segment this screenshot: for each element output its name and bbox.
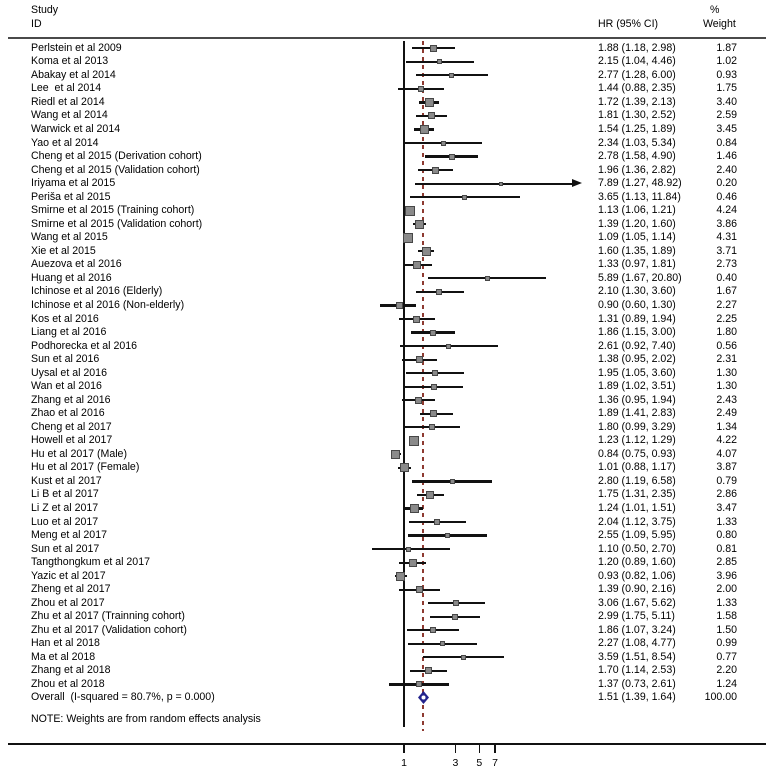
effect-marker — [415, 220, 424, 229]
axis-tick-label: 7 — [492, 757, 499, 769]
weight-value: 2.00 — [716, 583, 737, 596]
effect-marker — [432, 370, 438, 376]
effect-marker — [420, 125, 429, 134]
effect-marker — [400, 463, 409, 472]
study-label: Hu et al 2017 (Female) — [31, 461, 140, 474]
study-label: Zhou et al 2017 — [31, 596, 105, 609]
weight-value: 2.85 — [716, 556, 737, 569]
study-label: Zhu et al 2017 (Trainning cohort) — [31, 610, 185, 623]
axis-tick — [494, 745, 496, 753]
ci-clip-arrow-icon — [572, 179, 582, 187]
effect-marker — [431, 384, 437, 390]
overall-weight-value: 100.00 — [704, 691, 737, 704]
study-label: Tangthongkum et al 2017 — [31, 556, 150, 569]
hr-column-header: HR (95% CI) — [598, 18, 659, 30]
effect-marker — [418, 86, 424, 92]
weight-value: 0.20 — [716, 177, 737, 190]
effect-marker — [406, 547, 411, 552]
study-label: Ma et al 2018 — [31, 650, 96, 663]
study-label: Warwick et al 2014 — [31, 123, 121, 135]
weight-value: 1.30 — [716, 380, 737, 393]
weight-value: 2.40 — [716, 163, 737, 176]
study-label: Zhou et al 2018 — [31, 677, 105, 690]
study-label: Xie et al 2015 — [31, 244, 96, 257]
hr-value: 2.15 (1.04, 4.46) — [598, 55, 676, 68]
study-label: Zhang et al 2018 — [31, 664, 111, 677]
effect-marker — [434, 519, 440, 525]
effect-marker — [405, 206, 415, 216]
hr-value: 1.70 (1.14, 2.53) — [598, 664, 676, 677]
weight-value: 2.20 — [716, 664, 737, 677]
effect-marker — [462, 195, 467, 200]
hr-value: 5.89 (1.67, 20.80) — [598, 271, 682, 284]
overall-label: Overall (I-squared = 80.7%, p = 0.000) — [31, 691, 215, 704]
effect-marker — [428, 112, 435, 119]
weight-value: 1.34 — [716, 420, 737, 433]
effect-marker — [430, 330, 436, 336]
hr-value: 2.04 (1.12, 3.75) — [598, 515, 676, 528]
weight-value: 3.71 — [716, 244, 737, 257]
hr-value: 3.59 (1.51, 8.54) — [598, 650, 676, 663]
weight-value: 2.31 — [716, 353, 737, 366]
effect-marker — [430, 45, 437, 52]
hr-value: 1.54 (1.25, 1.89) — [598, 123, 676, 135]
effect-marker — [403, 233, 413, 243]
weight-value: 2.43 — [716, 393, 737, 406]
weight-value: 1.33 — [716, 515, 737, 528]
axis-tick — [403, 745, 405, 753]
study-label: Howell et al 2017 — [31, 434, 113, 447]
effect-marker — [440, 641, 445, 646]
hr-value: 1.44 (0.88, 2.35) — [598, 82, 676, 95]
hr-value: 1.31 (0.89, 1.94) — [598, 312, 676, 325]
effect-marker — [416, 356, 423, 363]
effect-marker — [449, 154, 455, 160]
study-label: Auezova et al 2016 — [31, 258, 122, 271]
weight-value: 0.79 — [716, 474, 737, 487]
study-label: Ichinose et al 2016 (Non-elderly) — [31, 298, 185, 311]
effect-marker — [441, 141, 446, 146]
study-label: Luo et al 2017 — [31, 515, 99, 528]
hr-value: 1.10 (0.50, 2.70) — [598, 542, 676, 555]
study-label: Hu et al 2017 (Male) — [31, 447, 127, 460]
hr-value: 2.61 (0.92, 7.40) — [598, 339, 676, 352]
study-label: Smirne et al 2015 (Validation cohort) — [31, 217, 203, 230]
axis-tick — [479, 745, 481, 753]
weight-value: 4.24 — [716, 204, 737, 217]
study-label: Li B et al 2017 — [31, 488, 99, 501]
study-label: Smirne et al 2015 (Training cohort) — [31, 204, 195, 217]
study-label: Liang et al 2016 — [31, 326, 107, 339]
weight-value: 1.58 — [716, 610, 737, 623]
weight-value: 1.33 — [716, 596, 737, 609]
effect-marker — [422, 247, 431, 256]
effect-marker — [452, 614, 458, 620]
hr-value: 1.13 (1.06, 1.21) — [598, 204, 676, 217]
weight-value: 0.80 — [716, 529, 737, 542]
study-label: Cheng et al 2015 (Validation cohort) — [31, 163, 200, 176]
effect-marker — [499, 182, 503, 186]
study-label: Periša et al 2015 — [31, 190, 111, 203]
hr-value: 3.65 (1.13, 11.84) — [598, 190, 681, 203]
note-text: NOTE: Weights are from random effects analysis — [31, 713, 261, 725]
weight-value: 1.46 — [716, 150, 737, 163]
study-label: Lee et al 2014 — [31, 82, 102, 95]
hr-value: 1.33 (0.97, 1.81) — [598, 258, 676, 271]
weight-value: 1.67 — [716, 285, 737, 298]
study-label: Sun et al 2016 — [31, 353, 100, 366]
effect-marker — [396, 302, 403, 309]
effect-marker — [485, 276, 490, 281]
effect-marker — [396, 572, 405, 581]
ci-line — [415, 183, 572, 185]
study-label: Podhorecka et al 2016 — [31, 339, 138, 352]
effect-marker — [413, 316, 420, 323]
study-label: Meng et al 2017 — [31, 529, 107, 542]
effect-marker — [409, 559, 417, 567]
weight-value: 4.31 — [716, 231, 737, 244]
hr-value: 2.80 (1.19, 6.58) — [598, 474, 676, 487]
study-label: Wan et al 2016 — [31, 380, 102, 393]
weight-value: 1.30 — [716, 366, 737, 379]
hr-value: 1.60 (1.35, 1.89) — [598, 244, 676, 257]
effect-marker — [413, 261, 421, 269]
effect-marker — [425, 98, 434, 107]
hr-value: 1.75 (1.31, 2.35) — [598, 488, 676, 501]
study-label: Iriyama et al 2015 — [31, 177, 116, 190]
hr-value: 1.96 (1.36, 2.82) — [598, 163, 676, 176]
study-label: Perlstein et al 2009 — [31, 41, 122, 54]
study-label: Yao et al 2014 — [31, 136, 99, 149]
study-label: Wang et al 2015 — [31, 231, 108, 244]
weight-value: 2.73 — [716, 258, 737, 271]
weight-value: 0.84 — [716, 136, 737, 149]
study-label: Sun et al 2017 — [31, 542, 100, 555]
hr-value: 1.20 (0.89, 1.60) — [598, 556, 676, 569]
effect-marker — [437, 59, 442, 64]
hr-value: 2.99 (1.75, 5.11) — [598, 610, 675, 623]
effect-marker — [409, 436, 419, 446]
axis-tick-label: 1 — [401, 757, 407, 769]
study-label: Kos et al 2016 — [31, 312, 99, 325]
effect-marker — [432, 167, 439, 174]
weight-value: 2.49 — [716, 407, 737, 420]
x-axis-line — [8, 743, 766, 745]
study-label: Zhao et al 2016 — [31, 407, 105, 420]
effect-marker — [416, 681, 422, 687]
effect-marker — [391, 450, 400, 459]
weight-value: 0.46 — [716, 190, 737, 203]
hr-value: 1.88 (1.18, 2.98) — [598, 41, 676, 54]
study-label: Koma et al 2013 — [31, 55, 109, 68]
hr-value: 0.84 (0.75, 0.93) — [598, 447, 676, 460]
weight-value: 3.45 — [716, 123, 737, 135]
hr-value: 1.81 (1.30, 2.52) — [598, 109, 676, 122]
weight-value: 0.77 — [716, 650, 737, 663]
weight-value: 1.02 — [716, 55, 737, 68]
study-label: Li Z et al 2017 — [31, 501, 99, 514]
effect-marker — [461, 655, 466, 660]
weight-value: 4.22 — [716, 434, 737, 447]
hr-value: 1.72 (1.39, 2.13) — [598, 95, 676, 108]
study-label: Kust et al 2017 — [31, 474, 102, 487]
hr-value: 3.06 (1.67, 5.62) — [598, 596, 676, 609]
study-label: Riedl et al 2014 — [31, 95, 105, 108]
effect-marker — [430, 627, 436, 633]
study-label: Han et al 2018 — [31, 637, 100, 650]
hr-value: 1.89 (1.41, 2.83) — [598, 407, 676, 420]
hr-value: 0.90 (0.60, 1.30) — [598, 298, 676, 311]
effect-marker — [426, 491, 434, 499]
study-label: Cheng et al 2015 (Derivation cohort) — [31, 150, 202, 163]
weight-value: 0.93 — [716, 68, 737, 81]
overall-hr-value: 1.51 (1.39, 1.64) — [598, 691, 676, 704]
study-column-header-line2: ID — [31, 18, 42, 30]
hr-value: 1.01 (0.88, 1.17) — [598, 461, 676, 474]
weight-value: 2.25 — [716, 312, 737, 325]
hr-value: 1.36 (0.95, 1.94) — [598, 393, 676, 406]
hr-value: 7.89 (1.27, 48.92) — [598, 177, 682, 190]
weight-value: 0.81 — [716, 542, 737, 555]
study-label: Abakay et al 2014 — [31, 68, 116, 81]
overall-diamond — [418, 691, 429, 704]
study-label: Wang et al 2014 — [31, 109, 108, 122]
weight-value: 1.50 — [716, 623, 737, 636]
weight-value: 3.86 — [716, 217, 737, 230]
effect-marker — [415, 397, 422, 404]
effect-marker — [430, 410, 437, 417]
study-column-header-line1: Study — [31, 4, 59, 16]
header-divider — [8, 37, 766, 39]
study-label: Zhang et al 2016 — [31, 393, 111, 406]
study-label: Zhu et al 2017 (Validation cohort) — [31, 623, 187, 636]
weight-value: 2.86 — [716, 488, 737, 501]
hr-value: 1.23 (1.12, 1.29) — [598, 434, 676, 447]
effect-marker — [410, 504, 419, 513]
hr-value: 1.89 (1.02, 3.51) — [598, 380, 676, 393]
effect-marker — [449, 73, 454, 78]
weight-value: 1.80 — [716, 326, 737, 339]
axis-tick — [455, 745, 457, 753]
hr-value: 1.39 (0.90, 2.16) — [598, 583, 676, 596]
weight-value: 2.59 — [716, 109, 737, 122]
weight-value: 1.24 — [716, 677, 737, 690]
hr-value: 2.77 (1.28, 6.00) — [598, 68, 676, 81]
weight-value: 3.96 — [716, 569, 737, 582]
weight-value: 3.87 — [716, 461, 737, 474]
effect-marker — [429, 424, 435, 430]
weight-value: 1.75 — [716, 82, 737, 95]
axis-tick-label: 3 — [452, 757, 459, 769]
hr-value: 1.95 (1.05, 3.60) — [598, 366, 676, 379]
axis-tick-label: 5 — [476, 757, 483, 769]
study-label: Uysal et al 2016 — [31, 366, 107, 379]
weight-value: 2.27 — [716, 298, 737, 311]
weight-column-header-line1: % — [710, 4, 720, 16]
effect-marker — [425, 667, 432, 674]
study-label: Ichinose et al 2016 (Elderly) — [31, 285, 163, 298]
hr-value: 1.24 (1.01, 1.51) — [598, 501, 676, 514]
weight-value: 3.40 — [716, 95, 737, 108]
hr-value: 2.10 (1.30, 3.60) — [598, 285, 676, 298]
weight-value: 0.40 — [716, 271, 737, 284]
effect-marker — [446, 344, 451, 349]
weight-value: 0.56 — [716, 339, 737, 352]
hr-value: 1.37 (0.73, 2.61) — [598, 677, 676, 690]
hr-value: 1.38 (0.95, 2.02) — [598, 353, 676, 366]
hr-value: 1.86 (1.07, 3.24) — [598, 623, 676, 636]
weight-value: 1.87 — [716, 41, 737, 54]
hr-value: 2.55 (1.09, 5.95) — [598, 529, 676, 542]
hr-value: 0.93 (0.82, 1.06) — [598, 569, 676, 582]
hr-value: 1.80 (0.99, 3.29) — [598, 420, 676, 433]
hr-value: 1.09 (1.05, 1.14) — [598, 231, 676, 244]
weight-value: 4.07 — [716, 447, 737, 460]
study-label: Yazic et al 2017 — [31, 569, 106, 582]
effect-marker — [416, 586, 423, 593]
study-label: Zheng et al 2017 — [31, 583, 111, 596]
effect-marker — [450, 479, 455, 484]
effect-marker — [445, 533, 450, 538]
hr-value: 1.39 (1.20, 1.60) — [598, 217, 676, 230]
weight-value: 3.47 — [716, 501, 737, 514]
study-label: Huang et al 2016 — [31, 271, 112, 284]
hr-value: 2.27 (1.08, 4.77) — [598, 637, 676, 650]
ci-line — [372, 548, 451, 550]
study-label: Cheng et al 2017 — [31, 420, 112, 433]
effect-marker — [453, 600, 459, 606]
weight-column-header-line2: Weight — [703, 18, 736, 30]
hr-value: 2.78 (1.58, 4.90) — [598, 150, 676, 163]
effect-marker — [436, 289, 442, 295]
hr-value: 1.86 (1.15, 3.00) — [598, 326, 676, 339]
hr-value: 2.34 (1.03, 5.34) — [598, 136, 676, 149]
weight-value: 0.99 — [716, 637, 737, 650]
